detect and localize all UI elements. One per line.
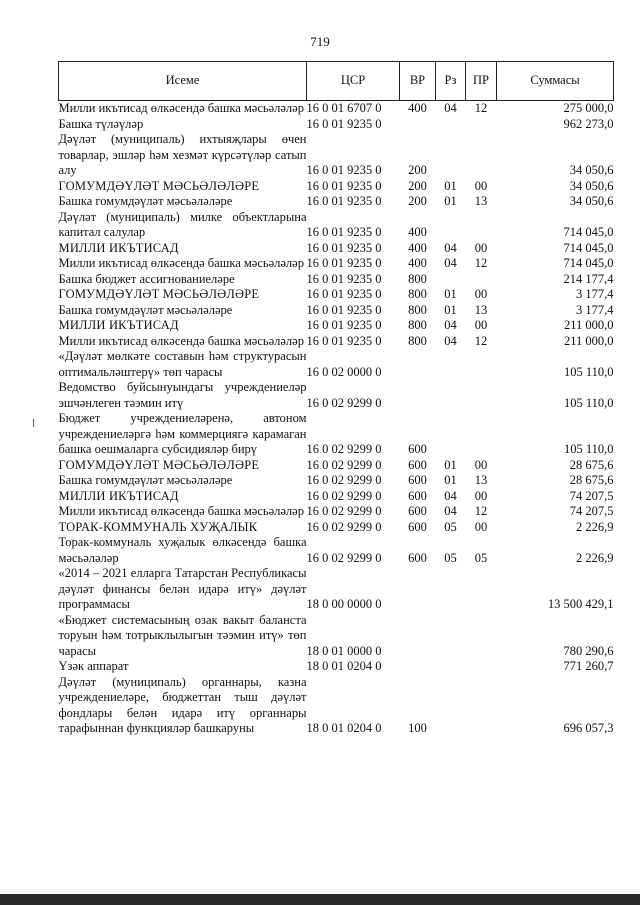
cell-vr: 800 <box>408 302 427 317</box>
cell-vr: 800 <box>408 271 427 286</box>
cell-name: МИЛЛИ ИКЪТИСАД <box>58 488 179 503</box>
cell-rz: 01 <box>444 178 457 193</box>
cell-name: ГОМУМДӘҮЛӘТ МӘСЬӘЛӘЛӘРЕ <box>58 287 260 301</box>
cell-sum: 3 177,4 <box>576 302 614 317</box>
cell-vr: 200 <box>408 194 427 208</box>
cell-sum: 13 500 429,1 <box>547 597 614 611</box>
cell-csr: 18 0 00 0000 0 <box>306 597 382 611</box>
cell-rz <box>436 272 466 288</box>
table-row <box>59 179 614 195</box>
cell-csr: 16 0 01 9235 0 <box>306 302 382 317</box>
cell-rz: 05 <box>444 519 457 534</box>
cell-vr: 600 <box>408 519 427 534</box>
cell-vr: 600 <box>408 550 427 565</box>
cell-vr: 400 <box>408 256 427 270</box>
cell-vr: 200 <box>408 178 427 193</box>
cell-rz <box>436 132 466 179</box>
cell-name: Торак-коммуналь хуҗалык өлкәсендә башка мәсьәләләр <box>58 535 307 565</box>
cell-csr: 18 0 01 0204 0 <box>306 721 382 735</box>
cell-vr: 200 <box>408 163 427 177</box>
cell-name: Милли икътисад өлкәсендә башка мәсьәләләр <box>58 101 304 115</box>
table-row <box>59 380 614 411</box>
cell-name: Милли икътисад өлкәсендә башка мәсьәләләр <box>58 256 304 270</box>
cell-rz <box>436 659 466 675</box>
cell-name: Ведомство буйсынуындагы учреждениеләр эшчәнлеген тәэмин итү <box>58 380 307 410</box>
cell-pr <box>466 613 497 660</box>
cell-csr: 16 0 01 6707 0 <box>306 101 382 115</box>
cell-sum: 962 273,0 <box>563 116 614 131</box>
cell-name: Үзәк аппарат <box>58 659 129 673</box>
cell-vr: 600 <box>408 473 427 487</box>
cell-rz <box>436 566 466 613</box>
cell-pr <box>466 132 497 179</box>
cell-vr: 600 <box>408 457 427 472</box>
cell-csr: 16 0 01 9235 0 <box>306 271 382 286</box>
budget-table <box>58 61 614 737</box>
cell-vr <box>400 117 436 133</box>
column-header-rz: Рз <box>436 62 466 101</box>
table-body <box>59 101 614 737</box>
cell-sum: 771 260,7 <box>563 659 614 673</box>
cell-vr: 400 <box>408 225 427 239</box>
cell-csr: 16 0 01 9235 0 <box>306 225 382 239</box>
cell-pr <box>466 380 497 411</box>
cell-pr <box>466 210 497 241</box>
cell-sum: 696 057,3 <box>563 721 614 735</box>
column-header-sum: Суммасы <box>497 62 614 101</box>
cell-sum: 3 177,4 <box>576 287 614 301</box>
table-header-row <box>59 62 614 101</box>
table-row <box>59 458 614 474</box>
margin-mark <box>33 419 34 427</box>
cell-sum: 2 226,9 <box>576 550 614 565</box>
cell-rz: 04 <box>444 504 457 518</box>
cell-vr <box>400 566 436 613</box>
table-row <box>59 675 614 737</box>
cell-vr: 800 <box>408 333 427 348</box>
cell-pr <box>466 659 497 675</box>
cell-sum: 2 226,9 <box>576 519 614 534</box>
cell-csr: 16 0 02 9299 0 <box>306 504 382 518</box>
cell-pr: 00 <box>474 519 488 534</box>
cell-sum: 714 045,0 <box>563 225 614 239</box>
table-row <box>59 566 614 613</box>
cell-sum: 714 045,0 <box>563 256 614 270</box>
table-row <box>59 210 614 241</box>
cell-pr <box>466 675 497 737</box>
table-row <box>59 101 614 117</box>
cell-name: ГОМУМДӘҮЛӘТ МӘСЬӘЛӘЛӘРЕ <box>58 457 260 472</box>
column-header-pr: ПР <box>466 62 497 101</box>
cell-rz: 04 <box>444 256 457 270</box>
cell-pr: 00 <box>474 240 488 255</box>
table-row <box>59 349 614 380</box>
cell-csr: 16 0 02 9299 0 <box>306 457 382 472</box>
table-row <box>59 613 614 660</box>
table-row <box>59 504 614 520</box>
cell-name: «Дәүләт мөлкәте составын һәм структурасын оптимальләштерү» төп чарасы <box>58 349 307 379</box>
cell-pr <box>466 349 497 380</box>
cell-sum: 28 675,6 <box>569 473 614 487</box>
cell-csr: 16 0 02 0000 0 <box>306 364 382 379</box>
cell-csr: 16 0 01 9235 0 <box>306 163 382 177</box>
cell-name: ГОМУМДӘҮЛӘТ МӘСЬӘЛӘЛӘРЕ <box>58 178 260 193</box>
table-row <box>59 303 614 319</box>
cell-csr: 16 0 02 9299 0 <box>306 442 382 456</box>
cell-csr: 16 0 01 9235 0 <box>306 178 382 193</box>
cell-csr: 18 0 01 0204 0 <box>306 659 382 673</box>
cell-csr: 16 0 01 9235 0 <box>306 240 382 255</box>
table-row <box>59 520 614 536</box>
cell-sum: 34 050,6 <box>569 194 614 208</box>
cell-vr: 100 <box>408 721 427 735</box>
table-row <box>59 318 614 334</box>
cell-rz <box>436 411 466 458</box>
cell-sum: 780 290,6 <box>563 643 614 658</box>
cell-rz: 01 <box>444 194 457 208</box>
cell-csr: 16 0 02 9299 0 <box>306 488 382 503</box>
column-header-vr: ВР <box>400 62 436 101</box>
cell-rz: 04 <box>444 333 457 348</box>
cell-name: Башка бюджет ассигнованиеләре <box>58 271 235 286</box>
cell-rz <box>436 349 466 380</box>
cell-pr: 12 <box>474 333 488 348</box>
cell-name: Бюджет учреждениеләренә, автоном учреждениеләргә һәм коммерциягә карамаган башка оешмаларга субсидияләр бирү <box>58 411 307 456</box>
cell-sum: 211 000,0 <box>563 333 614 348</box>
cell-sum: 74 207,5 <box>569 488 614 503</box>
table-row <box>59 535 614 566</box>
cell-vr <box>400 659 436 675</box>
cell-name: Дәүләт (муниципаль) органнары, казна учреждениеләре, бюджеттан тыш дәүләт фондлары белән идарә итү органнары тарафыннан функцияләр башкаруны <box>58 674 307 735</box>
cell-rz: 04 <box>444 240 457 255</box>
cell-name: Милли икътисад өлкәсендә башка мәсьәләләр <box>58 333 304 348</box>
table-row <box>59 473 614 489</box>
cell-sum: 74 207,5 <box>569 504 614 518</box>
cell-name: Башка гомумдәүләт мәсьәләләре <box>58 302 233 317</box>
cell-name: Милли икътисад өлкәсендә башка мәсьәләләр <box>58 504 304 518</box>
table-row <box>59 334 614 350</box>
cell-pr: 05 <box>474 550 488 565</box>
table-row <box>59 256 614 272</box>
cell-pr: 12 <box>474 504 488 518</box>
cell-name: «Бюджет системасының озак вакыт баланста торуын һәм тотрыклылыгын тәэмин итү» төп чарасы <box>58 612 307 658</box>
cell-rz: 01 <box>444 457 457 472</box>
cell-rz <box>436 675 466 737</box>
table-row <box>59 272 614 288</box>
cell-sum: 105 110,0 <box>563 442 614 456</box>
cell-rz: 05 <box>444 550 457 565</box>
cell-csr: 16 0 01 9235 0 <box>306 287 382 301</box>
cell-pr: 13 <box>474 302 488 317</box>
cell-csr: 16 0 02 9299 0 <box>306 473 382 487</box>
cell-name: «2014 – 2021 елларга Татарстан Республикасы дәүләт финансы белән идарә итү» дәүләт программасы <box>58 566 307 611</box>
column-header-name: Исеме <box>59 62 307 101</box>
cell-csr: 16 0 01 9235 0 <box>306 318 382 332</box>
cell-vr: 600 <box>408 488 427 503</box>
cell-rz: 04 <box>444 101 457 115</box>
cell-csr: 16 0 02 9299 0 <box>306 550 382 565</box>
cell-rz <box>436 613 466 660</box>
cell-rz <box>436 117 466 133</box>
cell-rz: 01 <box>444 302 457 317</box>
cell-rz <box>436 380 466 411</box>
cell-csr: 16 0 02 9299 0 <box>306 519 382 534</box>
cell-pr: 12 <box>474 256 488 270</box>
cell-rz: 04 <box>444 488 457 503</box>
column-header-csr: ЦСР <box>307 62 400 101</box>
cell-rz <box>436 210 466 241</box>
cell-sum: 275 000,0 <box>563 101 614 115</box>
cell-name: ТОРАК-КОММУНАЛЬ ХУҖАЛЫК <box>58 519 258 534</box>
cell-csr: 16 0 02 9299 0 <box>306 395 382 410</box>
cell-pr: 00 <box>474 318 488 332</box>
table-row <box>59 489 614 505</box>
cell-vr: 800 <box>408 287 427 301</box>
page-number: 719 <box>310 34 330 49</box>
table-row <box>59 411 614 458</box>
cell-csr: 16 0 01 9235 0 <box>306 116 382 131</box>
cell-name: Башка гомумдәүләт мәсьәләләре <box>58 194 233 208</box>
cell-name: Башка түләүләр <box>58 116 144 131</box>
cell-name: МИЛЛИ ИКЪТИСАД <box>58 318 179 332</box>
cell-pr <box>466 566 497 613</box>
cell-pr: 00 <box>474 457 488 472</box>
cell-pr: 00 <box>474 287 488 301</box>
table-row <box>59 117 614 133</box>
cell-sum: 105 110,0 <box>563 395 614 410</box>
cell-vr <box>400 349 436 380</box>
cell-pr: 13 <box>474 194 488 208</box>
table-row <box>59 659 614 675</box>
cell-vr: 800 <box>408 318 427 332</box>
cell-sum: 714 045,0 <box>563 240 614 255</box>
cell-sum: 105 110,0 <box>563 364 614 379</box>
cell-csr: 16 0 01 9235 0 <box>306 333 382 348</box>
cell-vr: 600 <box>408 504 427 518</box>
cell-vr: 400 <box>408 101 427 115</box>
table-row <box>59 194 614 210</box>
cell-sum: 211 000,0 <box>563 318 614 332</box>
cell-csr: 16 0 01 9235 0 <box>306 256 382 270</box>
cell-vr: 600 <box>408 442 427 456</box>
cell-name: Дәүләт (муниципаль) ихтыяҗлары өчен товарлар, эшләр һәм хезмәт күрсәтүләр сатып алу <box>58 132 307 177</box>
cell-pr: 13 <box>474 473 488 487</box>
table-row <box>59 241 614 257</box>
cell-pr <box>466 411 497 458</box>
cell-name: Башка гомумдәүләт мәсьәләләре <box>58 473 233 487</box>
cell-csr: 18 0 01 0000 0 <box>306 643 382 658</box>
table-row <box>59 132 614 179</box>
cell-sum: 214 177,4 <box>563 271 614 286</box>
cell-vr <box>400 380 436 411</box>
cell-name: МИЛЛИ ИКЪТИСАД <box>58 240 179 255</box>
cell-rz: 01 <box>444 473 457 487</box>
cell-pr <box>466 117 497 133</box>
cell-rz: 04 <box>444 318 457 332</box>
cell-csr: 16 0 01 9235 0 <box>306 194 382 208</box>
cell-name: Дәүләт (муниципаль) милке объектларына капитал салулар <box>58 209 307 239</box>
cell-vr <box>400 613 436 660</box>
cell-pr: 00 <box>474 488 488 503</box>
cell-pr <box>466 272 497 288</box>
cell-pr: 00 <box>474 178 488 193</box>
cell-vr: 400 <box>408 240 427 255</box>
cell-rz: 01 <box>444 287 457 301</box>
cell-pr: 12 <box>474 101 488 115</box>
scan-edge-bar <box>0 894 640 905</box>
cell-sum: 28 675,6 <box>569 457 614 472</box>
cell-sum: 34 050,6 <box>569 163 614 177</box>
cell-sum: 34 050,6 <box>569 178 614 193</box>
table-row <box>59 287 614 303</box>
